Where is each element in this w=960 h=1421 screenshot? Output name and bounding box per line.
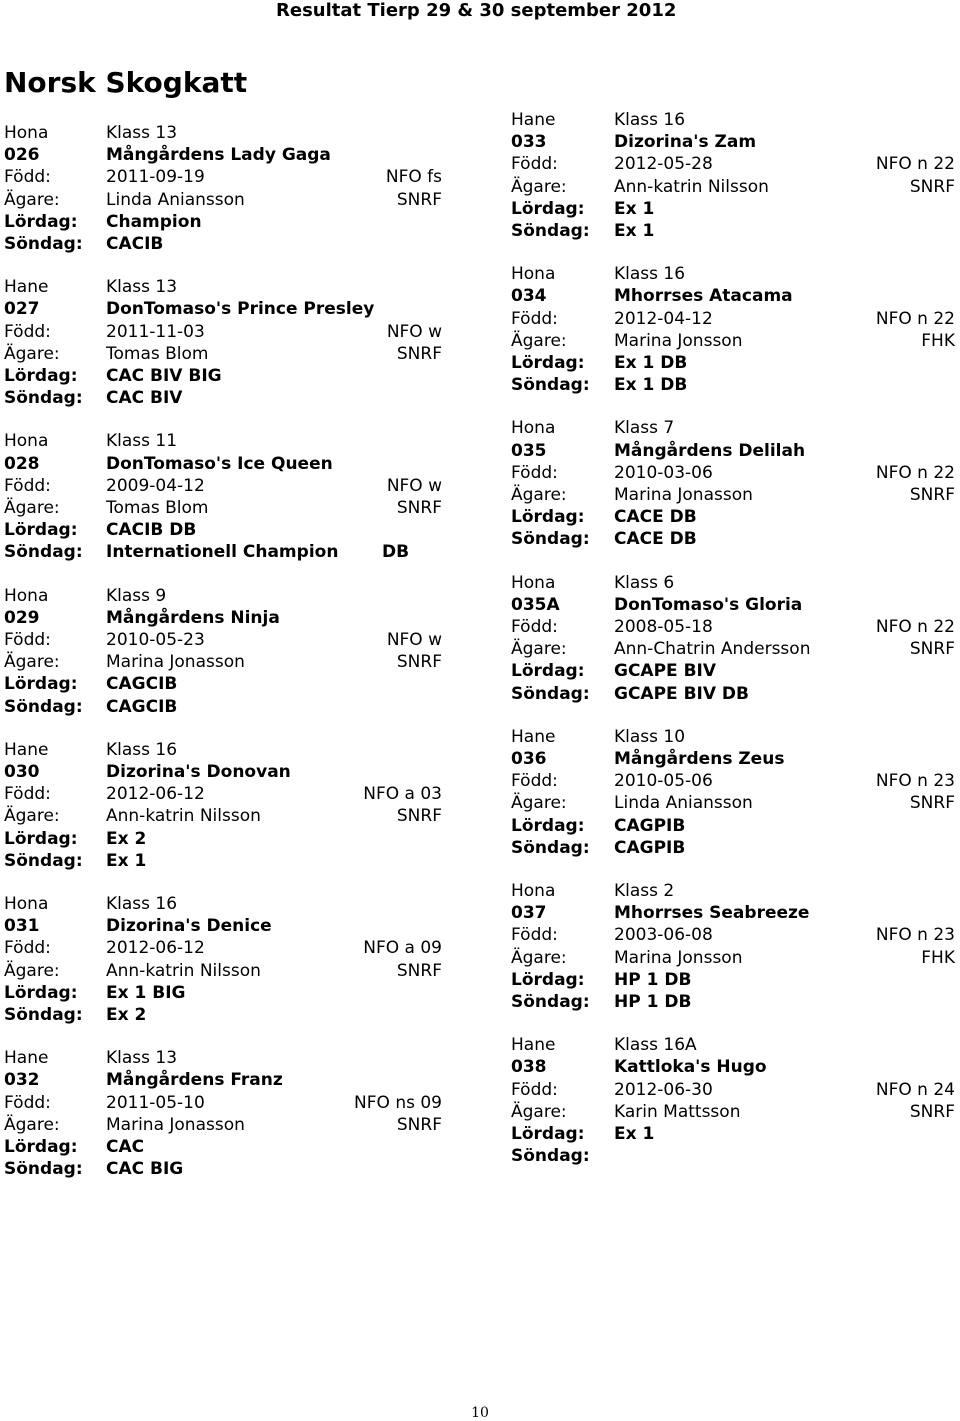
sex-class-row (511, 572, 951, 594)
sunday-row (4, 387, 444, 409)
sex-class-row (4, 585, 444, 607)
sunday-row (511, 991, 951, 1013)
saturday-label: Lördag: (4, 982, 78, 1003)
club-name: SNRF (909, 639, 955, 660)
saturday-result: CAGCIB (106, 674, 178, 695)
cat-name: Mhorrses Atacama (614, 286, 793, 307)
cat-entry (4, 276, 444, 430)
sunday-label: Söndag: (511, 1146, 590, 1167)
ems-code: NFO n 22 (875, 462, 955, 483)
born-row (511, 1079, 955, 1101)
born-row (4, 166, 444, 188)
ems-code: NFO n 23 (875, 925, 955, 946)
sunday-label: Söndag: (4, 696, 83, 717)
cat-name: Mångårdens Lady Gaga (106, 145, 331, 166)
sunday-row (511, 220, 951, 242)
owner-row (511, 947, 955, 969)
number-name-row (511, 131, 951, 153)
saturday-row (4, 828, 444, 850)
born-row (511, 153, 955, 175)
owner-name: Ann-katrin Nilsson (106, 960, 261, 981)
sunday-row (4, 1004, 444, 1026)
cat-name: Mångårdens Ninja (106, 607, 280, 628)
saturday-result: HP 1 DB (614, 969, 692, 990)
class-label: Klass 13 (106, 123, 178, 143)
cat-entry (4, 1047, 444, 1201)
club-name: SNRF (909, 1101, 955, 1122)
class-label: Klass 2 (614, 880, 675, 901)
left-column (4, 122, 444, 1201)
ems-code: NFO n 23 (875, 771, 955, 792)
club-name: SNRF (396, 652, 442, 673)
sunday-row (511, 837, 951, 859)
owner-row (4, 343, 444, 365)
catalog-number: 029 (4, 607, 40, 628)
ems-code: NFO a 03 (363, 784, 442, 805)
owner-row (4, 651, 444, 673)
sex-label: Hona (4, 431, 49, 452)
sex-class-row (4, 430, 444, 452)
ems-code: NFO w (386, 629, 442, 650)
class-label: Klass 16 (614, 264, 686, 285)
saturday-result: CACIB DB (106, 520, 197, 541)
owner-label: Ägare: (511, 793, 567, 814)
born-date: 2012-04-12 (614, 308, 713, 329)
sex-label: Hane (511, 1035, 556, 1056)
page-number: 10 (471, 1405, 489, 1421)
saturday-result: CAC BIV BIG (106, 365, 222, 386)
born-label: Född: (511, 462, 558, 483)
owner-name: Ann-katrin Nilsson (614, 176, 769, 197)
sunday-result: CAC BIG (106, 1159, 184, 1180)
cat-entry (511, 1034, 955, 1188)
cat-entry (511, 417, 955, 571)
number-name-row (4, 1069, 444, 1091)
owner-label: Ägare: (4, 343, 60, 364)
owner-row (4, 805, 444, 827)
cat-name: DonTomaso's Prince Presley (106, 299, 375, 320)
owner-label: Ägare: (511, 330, 567, 351)
class-label: Klass 13 (106, 1048, 178, 1069)
sex-label: Hona (511, 880, 556, 901)
born-label: Född: (4, 167, 51, 188)
born-date: 2012-06-12 (106, 938, 205, 959)
owner-row (511, 176, 955, 198)
born-date: 2011-09-19 (106, 167, 205, 188)
owner-row (4, 497, 444, 519)
class-label: Klass 6 (614, 572, 675, 593)
club-name: SNRF (396, 497, 442, 518)
sex-label: Hane (4, 739, 49, 760)
catalog-number: 035A (511, 594, 560, 615)
sunday-label: Söndag: (4, 850, 83, 871)
sunday-row (511, 374, 951, 396)
sunday-result: Ex 1 (614, 220, 655, 241)
club-name: FHK (921, 947, 955, 968)
club-name: SNRF (396, 960, 442, 981)
cat-entry (4, 585, 444, 739)
catalog-number: 032 (4, 1070, 40, 1091)
ems-code: NFO w (386, 321, 442, 342)
born-date: 2011-11-03 (106, 321, 205, 342)
catalog-number: 037 (511, 903, 547, 924)
number-name-row (4, 761, 444, 783)
born-date: 2009-04-12 (106, 475, 205, 496)
cat-entry (4, 893, 444, 1047)
club-name: FHK (921, 330, 955, 351)
cat-name: Mhorrses Seabreeze (614, 903, 810, 924)
sunday-row (4, 541, 444, 563)
catalog-number: 031 (4, 916, 40, 937)
sunday-label: Söndag: (511, 220, 590, 241)
born-label: Född: (511, 308, 558, 329)
class-label: Klass 16A (614, 1035, 697, 1056)
club-name: SNRF (396, 189, 442, 210)
catalog-number: 038 (511, 1057, 547, 1078)
saturday-row (4, 982, 444, 1004)
born-row (4, 1092, 444, 1114)
owner-row (511, 484, 955, 506)
saturday-result: Ex 1 (614, 1123, 655, 1144)
owner-name: Karin Mattsson (614, 1101, 741, 1122)
number-name-row (4, 915, 444, 937)
born-date: 2008-05-18 (614, 616, 713, 637)
owner-name: Marina Jonasson (106, 1114, 245, 1135)
saturday-label: Lördag: (511, 1123, 585, 1144)
sex-class-row (511, 417, 951, 439)
ems-code: NFO n 22 (875, 308, 955, 329)
born-row (511, 308, 955, 330)
cat-name: Mångårdens Delilah (614, 440, 806, 461)
saturday-label: Lördag: (511, 969, 585, 990)
born-label: Född: (511, 616, 558, 637)
owner-name: Linda Aniansson (106, 189, 245, 210)
sex-class-row (511, 109, 951, 131)
catalog-number: 030 (4, 761, 40, 782)
sunday-result: CAGCIB (106, 696, 178, 717)
born-date: 2012-06-30 (614, 1079, 713, 1100)
cat-name: Kattloka's Hugo (614, 1057, 767, 1078)
saturday-label: Lördag: (4, 520, 78, 541)
born-date: 2012-06-12 (106, 784, 205, 805)
saturday-row (511, 969, 951, 991)
cat-name: DonTomaso's Ice Queen (106, 453, 333, 474)
owner-row (4, 1114, 444, 1136)
number-name-row (511, 748, 951, 770)
saturday-row (511, 660, 951, 682)
breed-title: Norsk Skogkatt (4, 66, 248, 99)
saturday-result: Ex 1 BIG (106, 982, 186, 1003)
sunday-result: CAGPIB (614, 837, 686, 858)
born-row (4, 321, 444, 343)
owner-row (511, 330, 955, 352)
ems-code: NFO fs (385, 167, 442, 188)
saturday-result: Ex 1 DB (614, 352, 688, 373)
class-label: Klass 7 (614, 418, 675, 439)
owner-row (511, 638, 955, 660)
cat-entry (511, 109, 955, 263)
born-row (4, 629, 444, 651)
saturday-label: Lördag: (4, 674, 78, 695)
sex-label: Hane (511, 726, 556, 747)
catalog-number: 036 (511, 748, 547, 769)
cat-entry (4, 739, 444, 893)
sex-class-row (511, 263, 951, 285)
sex-class-row (4, 1047, 444, 1069)
owner-label: Ägare: (511, 1101, 567, 1122)
sunday-row (511, 528, 951, 550)
sunday-label: Söndag: (511, 837, 590, 858)
owner-row (4, 960, 444, 982)
sunday-label: Söndag: (4, 1004, 83, 1025)
owner-label: Ägare: (511, 176, 567, 197)
saturday-label: Lördag: (4, 828, 78, 849)
club-name: SNRF (396, 343, 442, 364)
sunday-extra: DB (382, 542, 410, 563)
owner-label: Ägare: (511, 639, 567, 660)
sunday-label: Söndag: (4, 1159, 83, 1180)
saturday-row (511, 506, 951, 528)
number-name-row (511, 594, 951, 616)
sex-class-row (511, 880, 951, 902)
born-label: Född: (4, 475, 51, 496)
born-label: Född: (4, 938, 51, 959)
sunday-row (4, 696, 444, 718)
club-name: SNRF (909, 176, 955, 197)
number-name-row (511, 1056, 951, 1078)
saturday-row (511, 352, 951, 374)
born-row (4, 783, 444, 805)
saturday-label: Lördag: (511, 198, 585, 219)
saturday-label: Lördag: (511, 507, 585, 528)
sex-class-row (511, 1034, 951, 1056)
class-label: Klass 9 (106, 585, 167, 606)
number-name-row (4, 607, 444, 629)
club-name: SNRF (396, 1114, 442, 1135)
cat-name: Dizorina's Zam (614, 132, 757, 153)
cat-name: Dizorina's Denice (106, 916, 272, 937)
saturday-label: Lördag: (4, 211, 78, 232)
owner-name: Linda Aniansson (614, 793, 753, 814)
cat-name: Mångårdens Zeus (614, 748, 785, 769)
sunday-label: Söndag: (511, 529, 590, 550)
sex-label: Hona (4, 123, 49, 143)
born-row (511, 924, 955, 946)
number-name-row (4, 453, 444, 475)
number-name-row (4, 298, 444, 320)
born-label: Född: (4, 784, 51, 805)
catalog-number: 033 (511, 132, 547, 153)
sunday-row (4, 233, 444, 255)
saturday-row (511, 815, 951, 837)
owner-label: Ägare: (4, 497, 60, 518)
sunday-row (4, 850, 444, 872)
class-label: Klass 16 (106, 893, 178, 914)
born-date: 2010-03-06 (614, 462, 713, 483)
sunday-label: Söndag: (511, 991, 590, 1012)
owner-name: Tomas Blom (106, 497, 209, 518)
sunday-row (511, 683, 951, 705)
sunday-result: CAC BIV (106, 388, 183, 409)
sunday-result: CACIB (106, 233, 164, 254)
saturday-result: CAC (106, 1136, 145, 1157)
sunday-result: CACE DB (614, 529, 697, 550)
born-label: Född: (511, 771, 558, 792)
sunday-row (511, 1145, 951, 1167)
born-row (511, 616, 955, 638)
class-label: Klass 13 (106, 277, 178, 298)
saturday-result: CAGPIB (614, 815, 686, 836)
class-label: Klass 10 (614, 726, 686, 747)
cat-entry (511, 880, 955, 1034)
sunday-label: Söndag: (4, 233, 83, 254)
saturday-row (4, 519, 444, 541)
sunday-result: GCAPE BIV DB (614, 683, 750, 704)
club-name: SNRF (396, 806, 442, 827)
ems-code: NFO n 22 (875, 154, 955, 175)
owner-label: Ägare: (4, 652, 60, 673)
cat-entry (511, 726, 955, 880)
owner-row (511, 792, 955, 814)
owner-name: Ann-Chatrin Andersson (614, 639, 811, 660)
class-label: Klass 16 (614, 110, 686, 130)
owner-label: Ägare: (4, 806, 60, 827)
sex-label: Hona (511, 264, 556, 285)
page-header: Resultat Tierp 29 & 30 september 2012 (276, 0, 677, 21)
owner-label: Ägare: (511, 484, 567, 505)
owner-row (4, 189, 444, 211)
born-date: 2011-05-10 (106, 1092, 205, 1113)
saturday-row (4, 211, 444, 233)
born-label: Född: (511, 154, 558, 175)
number-name-row (511, 902, 951, 924)
ems-code: NFO ns 09 (354, 1092, 442, 1113)
saturday-row (4, 365, 444, 387)
born-date: 2010-05-23 (106, 629, 205, 650)
sex-label: Hane (511, 110, 556, 130)
cat-entry (511, 263, 955, 417)
owner-label: Ägare: (4, 1114, 60, 1135)
sunday-row (4, 1158, 444, 1180)
sex-label: Hane (4, 277, 49, 298)
born-label: Född: (4, 1092, 51, 1113)
owner-name: Ann-katrin Nilsson (106, 806, 261, 827)
owner-label: Ägare: (511, 947, 567, 968)
sunday-result: HP 1 DB (614, 991, 692, 1012)
class-label: Klass 11 (106, 431, 178, 452)
owner-name: Marina Jonsson (614, 947, 743, 968)
saturday-label: Lördag: (4, 365, 78, 386)
born-date: 2010-05-06 (614, 771, 713, 792)
ems-code: NFO n 22 (875, 616, 955, 637)
saturday-row (4, 673, 444, 695)
club-name: SNRF (909, 484, 955, 505)
sunday-label: Söndag: (511, 375, 590, 396)
born-label: Född: (4, 321, 51, 342)
cat-entry (511, 572, 955, 726)
sex-class-row (511, 726, 951, 748)
saturday-result: Ex 1 (614, 198, 655, 219)
saturday-row (511, 198, 951, 220)
sunday-result: Ex 1 DB (614, 375, 688, 396)
born-row (511, 770, 955, 792)
sunday-label: Söndag: (4, 542, 83, 563)
sex-label: Hona (511, 572, 556, 593)
sex-label: Hane (4, 1048, 49, 1069)
saturday-result: Ex 2 (106, 828, 147, 849)
saturday-row (511, 1123, 951, 1145)
number-name-row (511, 440, 951, 462)
sex-label: Hona (511, 418, 556, 439)
sex-class-row (4, 122, 444, 144)
right-column (511, 109, 955, 1188)
sex-label: Hona (4, 585, 49, 606)
sunday-label: Söndag: (4, 388, 83, 409)
owner-name: Tomas Blom (106, 343, 209, 364)
owner-name: Marina Jonasson (106, 652, 245, 673)
born-label: Född: (511, 925, 558, 946)
catalog-number: 027 (4, 299, 40, 320)
owner-label: Ägare: (4, 960, 60, 981)
saturday-label: Lördag: (511, 661, 585, 682)
born-date: 2012-05-28 (614, 154, 713, 175)
cat-name: Mångårdens Franz (106, 1070, 283, 1091)
saturday-label: Lördag: (511, 815, 585, 836)
cat-entry (4, 430, 444, 584)
sex-class-row (4, 893, 444, 915)
catalog-number: 026 (4, 145, 40, 166)
born-row (4, 475, 444, 497)
sex-label: Hona (4, 893, 49, 914)
owner-row (511, 1101, 955, 1123)
catalog-number: 035 (511, 440, 547, 461)
cat-name: Dizorina's Donovan (106, 761, 291, 782)
number-name-row (511, 285, 951, 307)
owner-name: Marina Jonasson (614, 484, 753, 505)
saturday-result: GCAPE BIV (614, 661, 717, 682)
ems-code: NFO n 24 (875, 1079, 955, 1100)
sunday-result: Internationell Champion (106, 542, 339, 563)
born-label: Född: (511, 1079, 558, 1100)
saturday-result: Champion (106, 211, 202, 232)
cat-name: DonTomaso's Gloria (614, 594, 803, 615)
saturday-label: Lördag: (4, 1136, 78, 1157)
sex-class-row (4, 276, 444, 298)
saturday-result: CACE DB (614, 507, 697, 528)
ems-code: NFO w (386, 475, 442, 496)
ems-code: NFO a 09 (363, 938, 442, 959)
born-row (4, 937, 444, 959)
catalog-number: 028 (4, 453, 40, 474)
cat-entry (4, 122, 444, 276)
catalog-number: 034 (511, 286, 547, 307)
sunday-label: Söndag: (511, 683, 590, 704)
sunday-result: Ex 1 (106, 850, 147, 871)
club-name: SNRF (909, 793, 955, 814)
owner-name: Marina Jonsson (614, 330, 743, 351)
owner-label: Ägare: (4, 189, 60, 210)
saturday-row (4, 1136, 444, 1158)
sex-class-row (4, 739, 444, 761)
number-name-row (4, 144, 444, 166)
sunday-result: Ex 2 (106, 1004, 147, 1025)
saturday-label: Lördag: (511, 352, 585, 373)
born-label: Född: (4, 629, 51, 650)
class-label: Klass 16 (106, 739, 178, 760)
born-row (511, 462, 955, 484)
born-date: 2003-06-08 (614, 925, 713, 946)
